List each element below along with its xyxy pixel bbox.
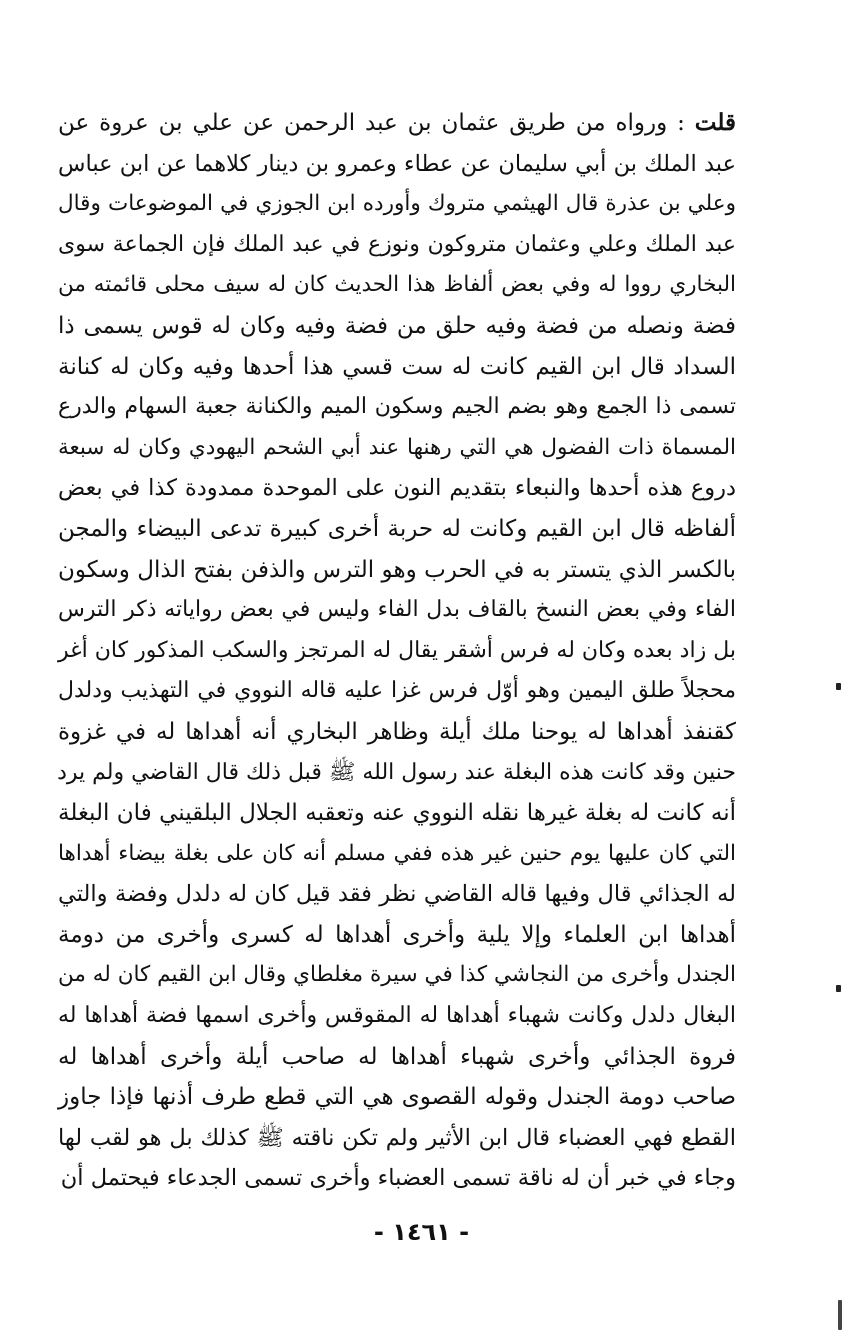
text-line: وجاء في خبر أن له ناقة تسمى العضباء وأخرى تسمى الجدعاء فيحتمل أن [60,1165,736,1192]
text-line: الفاء وفي بعض النسخ بالقاف بدل الفاء وليس في بعض رواياته ذكر الترس [58,597,736,623]
text-line: السداد قال ابن القيم كانت له ست قسي هذا أحدها وفيه وكان له كنانة [58,353,736,380]
text-line: أهداها ابن العلماء وإلا يلية وأخرى أهداها له كسرى وأخرى من دومة [58,921,736,948]
text-line: بل زاد بعده وكان له فرس أشقر يقال له المرتجز والسكب المذكور كان أغر [58,637,736,663]
lead-word-qult: قلت [694,109,736,136]
text-line: تسمى ذا الجمع وهو بضم الجيم وسكون الميم والكنانة جعبة السهام والدرع [58,394,736,420]
text-line-content: : ورواه من طريق عثمان بن عبد الرحمن عن علي بن عروة عن [58,110,695,136]
margin-mark [836,683,841,690]
page-edge-shadow [838,1300,842,1330]
text-line: كقنفذ أهداها له يوحنا ملك أيلة وظاهر البخاري أنه أهداها له في غزوة [58,718,736,745]
text-line: حنين وقد كانت هذه البغلة عند رسول الله ﷺ قبل ذلك قال القاضي ولم يرد [57,759,736,785]
text-line: صاحب دومة الجندل وقوله القصوى هي التي قطع طرف أذنها فإذا جاوز [58,1084,736,1111]
text-line: فضة ونصله من فضة وفيه حلق من فضة وفيه وكان له قوس يسمى ذا [58,312,736,339]
text-line: البغال دلدل وكانت شهباء أهداها له المقوقس وأخرى اسمها فضة أهداها له [58,1003,736,1029]
text-line: ألفاظه قال ابن القيم وكانت له حربة أخرى كبيرة تدعى البيضاء والمجن [58,515,736,542]
text-line: محجلاً طلق اليمين وهو أوّل فرس غزا عليه قاله النووي في التهذيب ودلدل [58,678,736,704]
text-line: التي كان عليها يوم حنين غير هذه ففي مسلم أنه كان على بغلة بيضاء أهداها [58,840,736,866]
text-line: وعلي بن عذرة قال الهيثمي متروك وأورده ابن الجوزي في الموضوعات وقال [58,191,736,217]
text-line: الجندل وأخرى من النجاشي كذا في سيرة مغلطاي وقال ابن القيم كان له من [58,962,736,988]
text-line: أنه كانت له بغلة غيرها نقله النووي عنه وتعقبه الجلال البلقيني فان البغلة [58,800,736,827]
text-line: عبد الملك بن أبي سليمان عن عطاء وعمرو بن دينار كلاهما عن ابن عباس [58,150,736,177]
page-number: - ١٤٦١ - [373,1218,470,1246]
text-line [58,103,736,144]
text-line: المسماة ذات الفضول هي التي رهنها عند أبي الشحم اليهودي وكان له سبعة [58,434,736,460]
text-line: القطع فهي العضباء قال ابن الأثير ولم تكن ناقته ﷺ كذلك بل هو لقب لها [58,1124,736,1151]
text-line: له الجذائي قال وفيها قاله القاضي نظر فقد قيل كان له دلدل وفضة والتي [58,881,736,908]
text-line: عبد الملك وعلي وعثمان متروكون ونوزع في عبد الملك فإن الجماعة سوى [58,231,736,257]
text-line: دروع هذه أحدها والنبعاء بتقديم النون على الموحدة ممدودة كذا في بعض [58,475,736,502]
arabic-body-text [58,103,736,1199]
text-line: فروة الجذائي وأخرى شهباء أهداها له صاحب أيلة وأخرى أهداها له [58,1043,736,1070]
margin-mark [836,985,841,992]
text-line: البخاري رووا له وفي بعض ألفاظ هذا الحديث كان له سيف محلى قائمته من [58,272,736,298]
text-line: بالكسر الذي يتستر به في الحرب وهو الترس والذفن بفتح الذال وسكون [58,556,736,583]
